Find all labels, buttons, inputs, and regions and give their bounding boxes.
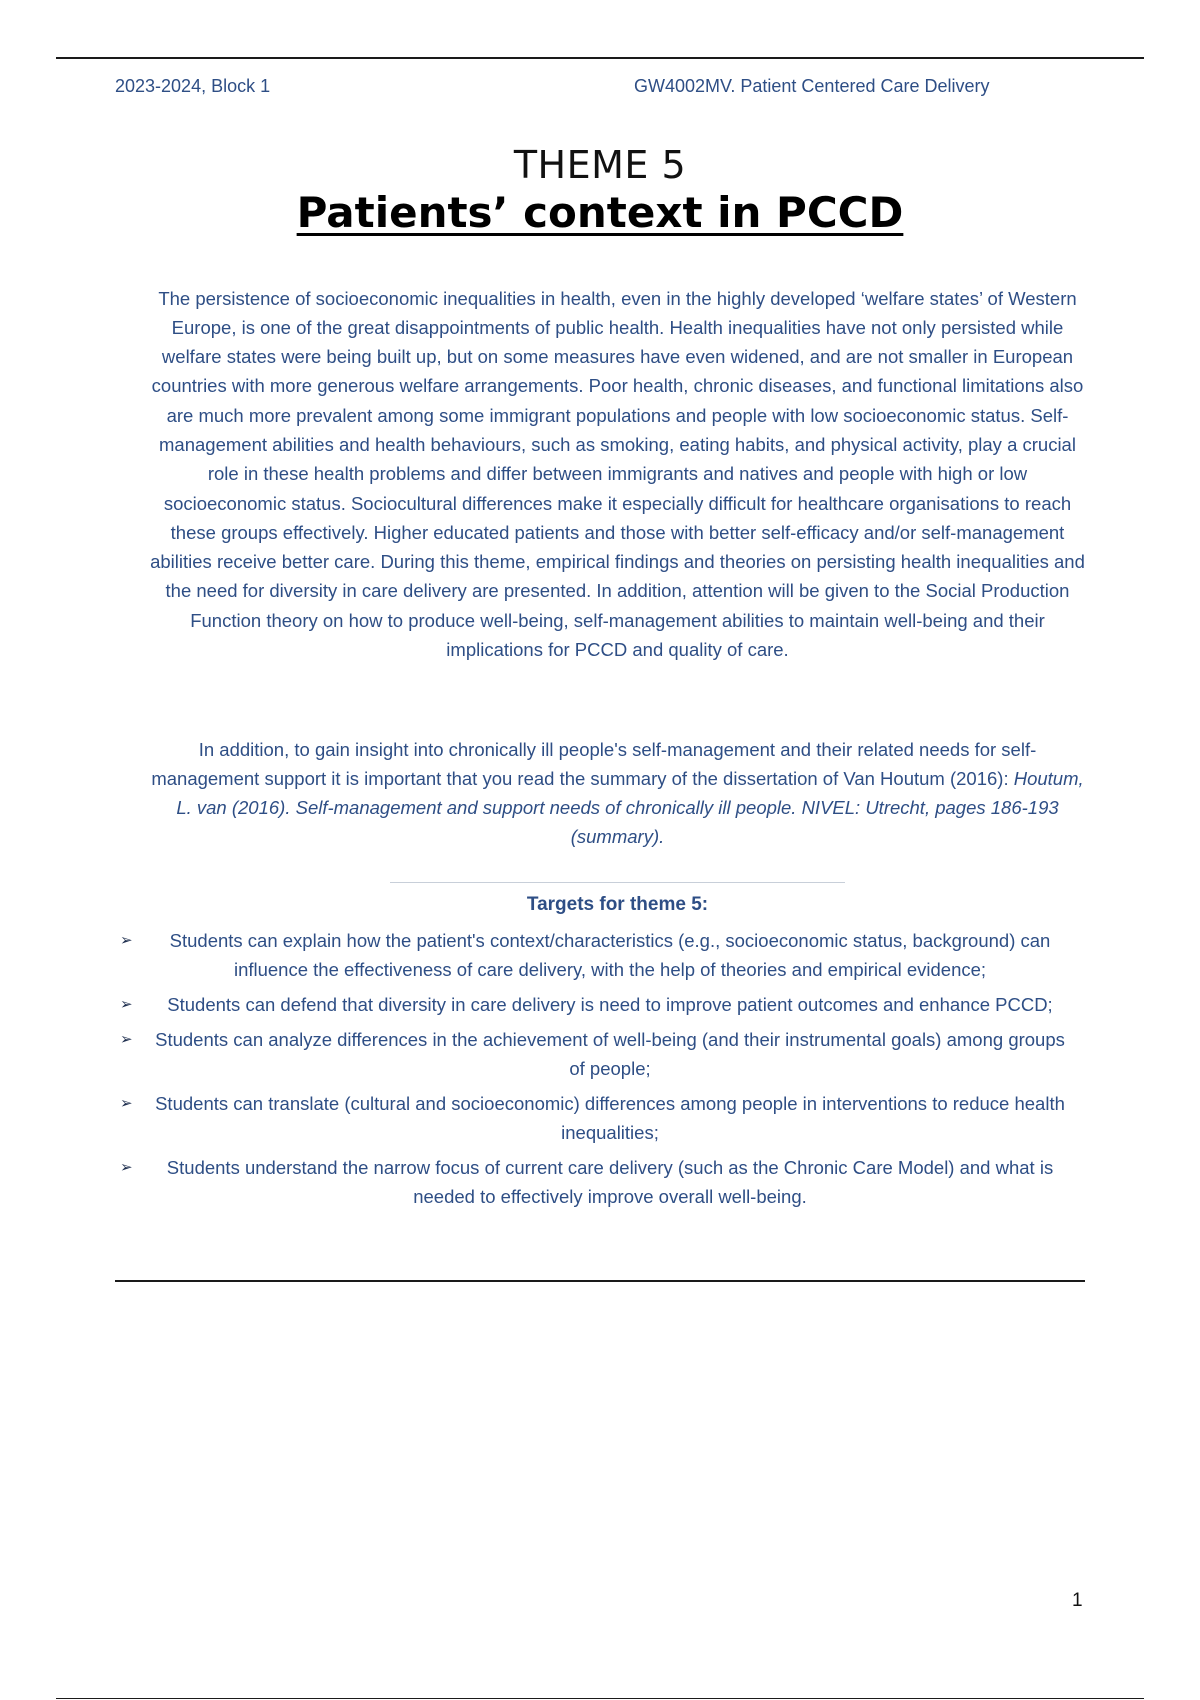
targets-heading: Targets for theme 5: (526, 894, 709, 915)
reading-assignment-paragraph (150, 735, 1085, 852)
target-text: Students can explain how the patient's context/characteristics (e.g., socioeconomic status, background) can influence the effectiveness of care delivery, with the help of theories and empirical evidence; (169, 930, 1051, 980)
target-item (110, 1153, 1110, 1211)
page-number: 1 (1072, 1590, 1083, 1611)
intro-paragraph: The persistence of socioeconomic inequalities in health, even in the highly developed ‘welfare states’ of Western Europe, is one of the great disappointments of public health. Health inequalities have not only persisted while welfare states were being built up, but on some measures have even widened, and are not smaller in European countries with more generous welfare arrangements. Poor health, chronic diseases, and functional limitations also are much more prevalent among some immigrant populations and people with low socioeconomic status. Self-management abilities and health behaviours, such as smoking, eating habits, and physical activity, play a crucial role in these health problems and differ between immigrants and natives and people with high or low socioeconomic status. Sociocultural differences make it especially difficult for healthcare organisations to reach these groups effectively. Higher educated patients and those with better self-efficacy and/or self-management abilities receive better care. During this theme, empirical findings and theories on persisting health inequalities and the need for diversity in care delivery are presented. In addition, attention will be given to the Social Production Function theory on how to produce well-being, self-management abilities to maintain well-being and their implications for PCCD and quality of care. (150, 287, 1085, 661)
top-page-rule (56, 57, 1144, 59)
target-text: Students can analyze differences in the achievement of well-being (and their instrumental goals) among groups of people; (155, 1029, 1065, 1079)
page-title-text: Patients’ context in PCCD (296, 188, 904, 237)
reading-citation: Houtum, L. van (2016). Self-management and support needs of chronically ill people. NIVEL: Utrecht, pages 186-193 (summary). (176, 767, 1084, 848)
arrow-bullet-icon: ➢ (120, 996, 133, 1013)
section-end-rule (115, 1280, 1085, 1282)
page-title (0, 188, 1200, 237)
arrow-bullet-icon: ➢ (120, 1159, 133, 1176)
target-item (110, 926, 1110, 984)
target-text: Students can defend that diversity in care delivery is need to improve patient outcomes and enhance PCCD; (167, 994, 1053, 1015)
reading-assignment-lead: In addition, to gain insight into chronically ill people's self-management and their related needs for self-management support it is important that you read the summary of the dissertation of Van Houtum (2016): (151, 738, 1037, 789)
target-item (110, 990, 1110, 1019)
arrow-bullet-icon: ➢ (120, 1095, 133, 1112)
target-text: Students can translate (cultural and socioeconomic) differences among people in interventions to reduce health inequalities; (155, 1093, 1065, 1143)
header-academic-year: 2023-2024, Block 1 (115, 76, 271, 96)
bottom-page-rule (56, 1698, 1144, 1699)
header-course-title: GW4002MV. Patient Centered Care Delivery (634, 76, 990, 96)
targets-divider (390, 882, 845, 883)
arrow-bullet-icon: ➢ (120, 932, 133, 949)
arrow-bullet-icon: ➢ (120, 1031, 133, 1048)
target-text: Students understand the narrow focus of current care delivery (such as the Chronic Care Model) and what is needed to effectively improve overall well-being. (166, 1157, 1054, 1207)
target-item (110, 1025, 1110, 1083)
targets-list (110, 926, 1110, 1217)
theme-number: THEME 5 (513, 143, 687, 187)
target-item (110, 1089, 1110, 1147)
